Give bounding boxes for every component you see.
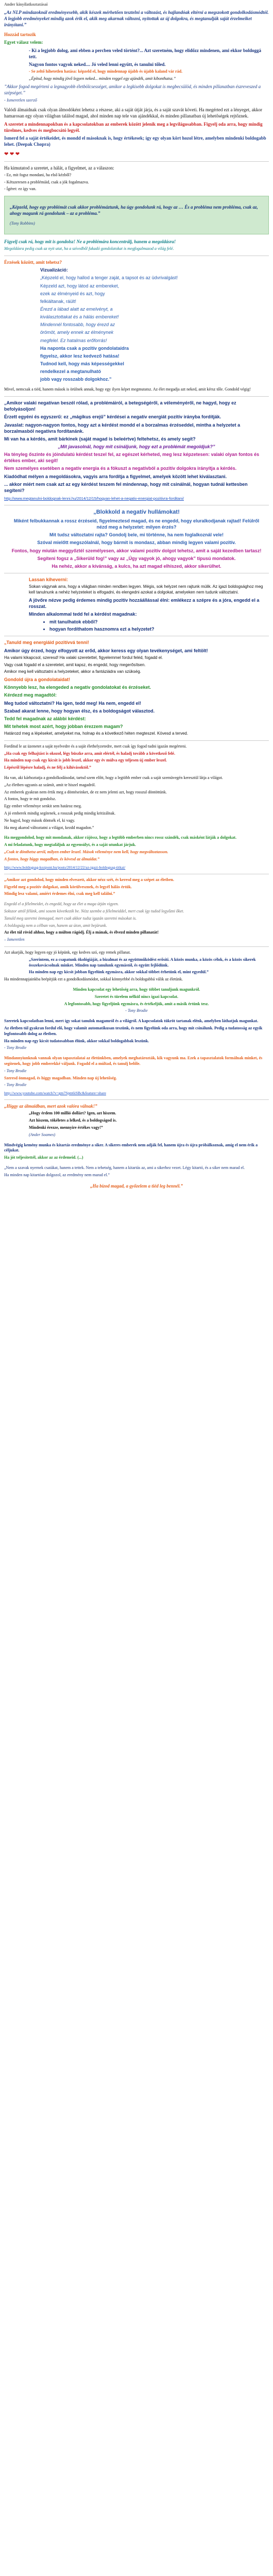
line: „Amikor valaki negatívan beszél rólad, a problémáiról, a betegségéről, a véleményéről, ne hagyd, hogy ez befolyásoljon! bbox=[4, 400, 236, 412]
paragraph: Kiadódhat mélyen a megoldásokra, vagyis arra fordítja a figyelmet, amelyek között lehet kiválasztani. bbox=[4, 473, 227, 479]
section-real-dreams bbox=[0, 107, 273, 147]
gray-line: Tanuld meg szeretni önmagad, mert csak akkor tudsz igazán szeretni másokat is. bbox=[4, 916, 137, 921]
quote: Ha minden nap kitartóan dolgozol, az eredmény nem marad el.” bbox=[4, 1172, 110, 1177]
line: Azt hiszem, tökéletes a lelked, és a boldogságod is. bbox=[29, 1118, 117, 1123]
paragraph: Fordítsd le az üzenetet a saját nyelvedre és a saját élethelyzetedre, mert csak így fogod tudni igazán megérteni. bbox=[4, 743, 187, 749]
quote-box-green bbox=[4, 196, 269, 234]
figyelj-sub: Megoldásra pedig csak az nyit utat, ha a szívedből fakadó gondolatokat is megfogalmazod a világ felé. bbox=[4, 246, 174, 251]
divider bbox=[4, 946, 269, 947]
paragraph: ... akkor miért nem csak azt az egy kérdést teszem fel mindennap, hogy mit csinálnál, hogyan tudnál kettesben segíteni? bbox=[4, 481, 248, 493]
line: Szabad akarat lenne, hogy hogyan élsz, és a boldogságot választod. bbox=[4, 708, 155, 714]
divider bbox=[4, 396, 269, 397]
paragraph: Fontos, hogy miután meggyőztél személyesen, akkor valami pozitív dolgot tehetsz, amit a saját kezedben tartasz! bbox=[11, 548, 262, 553]
gray-line: Engedd el a félelmeidet, és engedd, hogy az élet a maga útján vigyen. bbox=[4, 902, 119, 907]
signature: - Tony Brodie bbox=[4, 1045, 27, 1050]
header bbox=[0, 2, 273, 28]
paragraph: Mindannyiunknak vannak olyan tapasztalatai az életünkben, amelyek meghatározták, kik vagyunk ma. Ezek a tapasztalatok formálnak minket, és segítenek, hogy jobb emberekké váljunk. Fogadd el a múltad, és tanulj belőle. bbox=[4, 1056, 263, 1066]
paragraph: Az életben túl gyakran fordul elő, hogy valamit automatikusan teszünk, és nem figyelünk oda arra, hogy mit csinálunk. Pedig a tudatosság az egyik legfontosabb dolog az életben. bbox=[4, 1025, 263, 1036]
line: A fontos, hogy te mit gondolsz. bbox=[4, 796, 56, 802]
line: „Építsd, hogy mindig jövő legyen neked... minden reggel egy ajándék, amit kibonthatsz.” bbox=[29, 76, 176, 81]
line: Nagyon fontos vagyok neked.... Jó veled lenni együtt, és tanulni tőled. bbox=[29, 61, 166, 67]
divider bbox=[4, 161, 269, 162]
line: örömöt, amely ennek az élménynek bbox=[40, 330, 114, 335]
orange-line: „Amikor azt gondolod, hogy minden elveszett, akkor nézz szét, és keresd meg a szépet az életben. bbox=[4, 877, 174, 882]
line: Ne hagyd, hogy mások döntsék el, ki vagy. bbox=[4, 818, 75, 823]
section-block-negative-waves bbox=[0, 509, 273, 569]
section-negative-energy bbox=[0, 400, 273, 501]
section-title: Lassan kiheverni: bbox=[29, 577, 69, 582]
green-title: Gondold újra a gondolataidat! bbox=[4, 677, 70, 683]
paragraph: Ha mindennapjainkba beépítjük ezt a gondolkodásmódot, sokkal könnyebbé és boldogabbá válik az életünk. bbox=[4, 977, 183, 982]
green-line: Szeretet és türelem nélkül nincs igazi kapcsolat. bbox=[94, 994, 179, 999]
section-relationships bbox=[0, 950, 273, 1096]
paragraph: Amikor meg kell változtatni a helyzeteket, akkor a fantáziádra van szükség. bbox=[4, 669, 141, 674]
paragraph: Ha jót teljesítettél, akkor az az érdemeid. (...) bbox=[4, 1155, 83, 1160]
divider bbox=[4, 1099, 269, 1100]
line: Javaslat: nagyon-nagyon fontos, hogy azt a kérdést mondd el a borzalmas érzéseddel, mintha a helyzetet a borzalmasból negatívra fordítanánk. bbox=[4, 422, 241, 434]
paragraph: Szeresd önmagad, és higgy magadban. Minden nap új lehetőség. bbox=[4, 1075, 117, 1080]
line: „Hogy érdem 100 millió dollárt? Igen, azt hiszem. bbox=[29, 1111, 116, 1116]
signature: (Ander Soames) bbox=[29, 1132, 56, 1137]
red-line: Ha minden nap csak egy kicsit is jobb leszel, akkor egy év múlva egy teljesen új ember leszel. bbox=[4, 758, 167, 763]
gray-line: A boldogság nem a célban van, hanem az úton, amit bejárunk. bbox=[4, 923, 107, 928]
quote: „Szerintem, ez a csapatunk ökológiáját, a bizalmat és az együttműködést erősíti. A közös munka, a közös célok, és a közös sikerek összekovácsolnak minket. Minden nap tanulunk egymástól, és együtt fejlődünk. bbox=[29, 957, 256, 968]
paragraph: Határozd meg a lépéseket, amelyeket ma, holnap és a következő héten megteszel. Kövesd a terved. bbox=[4, 731, 189, 736]
section-title: „Higgy az álmaidban, mert azok valóra válnak!” bbox=[4, 1104, 97, 1109]
bold-line: Az élet túl rövid ahhoz, hogy a múlton rágódj. Élj a mának, és élvezd minden pillanatát! bbox=[4, 930, 159, 935]
box-quote: „Képzeld, hogy egy problémát csak akkor problémáztunk, ha úgy gondolunk rá, hogy az … És a probléma nem probléma, csak az, ahogy magunk rá gondolunk – az a probléma.” bbox=[10, 205, 258, 216]
vizualizacio-body bbox=[4, 267, 269, 382]
section-vizualizacio bbox=[0, 259, 273, 393]
section-fears bbox=[0, 877, 273, 943]
paragraph: Valódi álmaidnak csak olyan álmodóként lehetsz a részese, aki a saját útját járja, és a saját szavát követi. Ha megérted ezt a lényeget, akkor hamarosan egy olyan világban találod magad, ahol minden nap tele van ajándékkal, és minden pillanatban új lehetőségek rejtőznek. bbox=[4, 107, 263, 119]
signature: - Tony Brodie bbox=[125, 1008, 148, 1013]
bold-paragraph: Amikor úgy érzed, hogy elfogyott az erőd, akkor keress egy olyan tevékenységet, ami feltölt! bbox=[4, 648, 208, 653]
quote: Ha minden nap egy kicsit jobban figyelünk egymásra, akkor sokkal többet érhetünk el, mint egyedül.” bbox=[29, 970, 209, 975]
page bbox=[0, 0, 273, 1199]
author-line: Ander kinyilatkoztatásai bbox=[4, 2, 48, 7]
paragraph: „Csak te dönthetsz arról, milyen ember leszel. Mások véleménye nem kell, hogy megváltoztasson. bbox=[4, 850, 168, 855]
line: Képzeld azt, hogy látod az embereket, bbox=[40, 283, 120, 289]
intro-quote: „Az NLP mindazoknál eredményesebb, akik készek mérhetően tesztelni a változást, és hajlandóak eltérni a megszokott gondolkodásmódtól. A legjobb eredményeket mindig azok érik el, akik meg akarnak változni, nyitottak az új dolgokra, és megtanulják saját érzelmeiket irányítani.” bbox=[4, 9, 269, 28]
line: Mit tehetek most azért, hogy jobban érezzem magam? bbox=[4, 723, 123, 729]
line: A jó emberek mindig segítenek, a rosszak pedig mindig kritizálnak. bbox=[4, 811, 116, 816]
box-signature: (Tony Robbins) bbox=[10, 221, 35, 226]
paragraph: Mivel, nemcsak a tiéd, hanem mások is örülnek annak, hogy egy ilyen képet megmutatsz. Az élet megadja azt neked, amit kérsz tőle. Gondold végig! bbox=[4, 387, 251, 392]
figyelj-line: Figyelj csak rá, hogy mit is gondolsz! Ne a problémára koncentrálj, hanem a megoldásra! bbox=[4, 239, 176, 245]
paragraph: Ha nehéz, akkor a kívánság, a kulcs, ha azt magad elhiszed, akkor sikerülhet. bbox=[52, 563, 221, 569]
quote: ”Akkor fogod megérteni a legnagyobb életbölcsességet, amikor a legkisebb dolgokat is megbecsülöd, és minden pillanatban észreveszed a szépséget.” bbox=[4, 83, 261, 95]
gray-line: Sokszor attól félünk, ami sosem következik be. Nézz szembe a félelmeiddel, mert csak így tudod legyőzni őket. bbox=[4, 908, 184, 913]
section-title: Hozzád tartozik bbox=[4, 32, 36, 38]
line: Mi van ha a kérdés, amit bárkinek (saját magad is beleértve) feltehetsz, és amely segít? bbox=[4, 436, 196, 442]
red-line: „Ha csak egy felhajtást is okozol, légy büszke arra, amit elértél, és haladj tovább a következő felé. bbox=[4, 751, 175, 756]
line: rendelkezel a megtanulható bbox=[40, 369, 101, 375]
signature: – Ismeretlen bbox=[4, 937, 25, 942]
paragraph: Nem személyes esetében a negatív energia és a fókuszt a negatívból a pozitív dolgokra irányítja a kérdés. bbox=[4, 466, 237, 471]
divider bbox=[4, 740, 269, 741]
section-translate-message bbox=[0, 744, 273, 870]
line: Szóval mielőtt megszólalnál, hogy bármit is mondasz, abban mindig legyen valami pozitív. bbox=[37, 540, 236, 546]
paragraph: Szeretek kapcsolatban lenni, mert így sokat tanulok magamról és a világról. A kapcsolatok tükröt tartanak elénk, amelyben láthatjuk magunkat. bbox=[4, 1019, 259, 1024]
bullet-item: • hogyan fordíthatom hasznomra ezt a helyzetet? bbox=[49, 626, 269, 632]
paragraph: Ha tényleg őszinte és jóindulatú kérdést teszel fel, az egészet kérheted, meg lesz képzetesen: valaki olyan fontos és értékes ember, aki segít! bbox=[4, 452, 260, 464]
paragraph: Segíteni fogsz a „Sikerüld fog!” vagy az „Úgy vagyok jó, ahogy vagyok” típusú mondatok. bbox=[37, 555, 236, 561]
line: Tudnod kell, hogy más képességekkel bbox=[40, 361, 124, 366]
line: Érzett egyéni és egyszerű: ez „mágikus erejű” kérdései a negatív energiát pozitív irányba fordítják. bbox=[4, 414, 221, 420]
source-link[interactable]: http://www.boldogsag-kozpont.hu/posts/2014/12/22/az-igazi-boldogsag-titkai/ bbox=[4, 865, 126, 870]
paragraph: Ha minden nap egy kicsit tudatosabban élünk, akkor sokkal boldogabbak leszünk. bbox=[4, 1038, 149, 1043]
paragraph: Ha meggondolod, hogy mit mondanak, akkor rájössz, hogy a legtöbb emberben nincs rossz szándék, csak másként látják a dolgokat. bbox=[4, 835, 237, 840]
line: felkiáltanak, ráült! bbox=[40, 298, 77, 304]
line: Az emberek gyakran nem értik meg a döntéseinket, de ez nem jelenti azt, hogy rosszul döntöttünk. bbox=[4, 789, 167, 794]
quote-signature: - Ismeretlen szerző bbox=[4, 97, 37, 103]
paragraph: A mi feladatunk, hogy megtaláljuk az egyensúlyt, és a saját utunkat járjuk. bbox=[4, 842, 136, 848]
orange-line: Mindig lesz valami, amiért érdemes élni, csak meg kell találni.” bbox=[4, 891, 115, 896]
line: Miként felbukkannak a rossz érzéseid, figyelmeztesd magad, és ne engedd, hogy eluralkodjanak rajtad! Felülről nézd meg a helyzetet: milyen érzés? bbox=[13, 518, 260, 530]
bold-line: Minden alkalommal tedd fel a kérdést magadnak: bbox=[29, 612, 137, 617]
source-link[interactable]: http://www.youtube.com/watch?v=gm7Spm6iSBc&feature=share bbox=[4, 1091, 106, 1096]
paragraph: Vagy csak fogadd el a szeretetet, amit kapsz, és engedd, hogy megerősítsen. bbox=[4, 662, 146, 667]
line: - Se zeltő hihetetlen hatása: képzeld el, hogy mindennap újabb és újabb kaland vár rád. bbox=[29, 69, 183, 74]
orange-line: Figyeld meg a pozitív dolgokat, amik körülvesznek, és legyél hálás értük. bbox=[4, 884, 132, 889]
line: ezek az élményeid és azt, hogy bbox=[40, 291, 105, 296]
line: Ha meg akarod változtatni a világot, kezdd magadon.” bbox=[4, 825, 94, 830]
line: Mindenki érezze, mennyire értékes vagy!” bbox=[29, 1125, 103, 1130]
line: Ha van, aki kárhoztatja a gondolkodásodat, tartsd szem előtt, hogy a legtöbb ember csak a saját szemüvegén keresztül látja a világot. bbox=[4, 775, 223, 781]
line: „Képzeld el, hogy hallod a tenger zaját, a tapsot és az üdvrivalgást! bbox=[40, 275, 178, 281]
vizualizacio-heading: Vizualizáció: bbox=[40, 267, 68, 273]
list-item: - Ígéret: ez így van. bbox=[4, 187, 37, 192]
intro: Ha kimutatod a szeretet, a hálát, a figyelmet, az a válaszon: bbox=[4, 165, 114, 171]
paragraph: Azt akarják, hogy legyen egy jó képünk, egy kedves szó, egy remek pillanat. bbox=[4, 950, 131, 955]
line: „Az életben ugyanis az számít, amit te hiszel magadról. bbox=[4, 782, 96, 787]
closing-line: „Ha bízod magad, a győzelem a tiéd leg bennél.” bbox=[90, 1183, 183, 1189]
line: Mindennél fontosabb, hogy érezd az bbox=[40, 322, 115, 328]
line: jobb vagy rosszabb dolgokhoz.” bbox=[40, 377, 112, 382]
line: Ha naponta csak a pozitív gondolataidra bbox=[40, 345, 129, 351]
line: Meg tudod változtatni? Ha igen, tedd meg! Ha nem, engedd el! bbox=[4, 700, 142, 706]
line: Érezd a lábad alatt az emelvényt, a bbox=[40, 307, 113, 312]
list-item: - Ez, mit fogsz mondani, ha első kézből? bbox=[4, 172, 72, 177]
section-energy bbox=[0, 639, 273, 736]
paragraph: Ha valami kikapcsol, szeresd! Ha valaki szeretettel, figyelemmel fordul feléd, fogadd el. bbox=[4, 655, 163, 660]
bullet-list bbox=[29, 619, 269, 632]
quote: „Nem a szavak nyernek csatákat, hanem a tettek. Nem a tehetség, hanem a kitartás az, ami a sikerhez vezet. Légy kitartó, és a siker nem marad el. bbox=[4, 1165, 245, 1170]
line: Könnyebb lesz, ha elengeded a negatív gondolatokat és érzéseket. bbox=[4, 685, 151, 690]
line: figyelsz, akkor lesz kedvező hatása! bbox=[40, 353, 120, 359]
signature: - Tony Brodie bbox=[4, 1082, 27, 1088]
line: Tedd fel magadnak az alábbi kérdést: bbox=[4, 716, 86, 721]
bold-red-paragraph: A szeretet a mindennapokban és a kapcsolatokban az emberek között jelenik meg a legvilágosabban. Figyelj oda arra, hogy mindig türelmes, kedves és megbocsátó legyél. bbox=[4, 121, 263, 133]
signature: - Tony Brodie bbox=[4, 1068, 27, 1073]
section-gratitude bbox=[0, 165, 273, 193]
line: - Ki a legjobb dolog, ami ebben a percben veled történt?... Azt szeretném, hogy elidőzz mindenen, ami ekkor boldoggá tett. bbox=[29, 47, 261, 59]
paragraph: Mindvégig kemény munka és kitartás eredménye a siker. A sikeres emberek nem adják fel, hanem újra és újra próbálkoznak, amíg el nem érik a céljukat. bbox=[4, 1142, 258, 1153]
green-line: A legfontosabb, hogy figyeljünk egymásra, és értékeljük, amit a másik értünk tesz. bbox=[64, 1001, 209, 1006]
figyelj-block bbox=[0, 239, 273, 252]
section-dreams bbox=[0, 1103, 273, 1189]
key-question: „Mit javasolnál, hogy mit csináljunk, hogy ezt a problémát megoldjuk?” bbox=[58, 444, 215, 450]
paragraph: A fontos, hogy higgy magadban, és kövesd az álmaidat.” bbox=[4, 856, 100, 861]
paragraph: A jövőre nézve pedig érdemes mindig pozitív hozzáállással élni: emlékezz a szépre és a jóra, engedd el a rosszat. bbox=[29, 597, 260, 609]
source-link[interactable]: http://www.megtanulni-boldognak-lenni.hu/2014/12/15/hogyan-lehet-a-negativ-energiat-pozitivra-forditani/ bbox=[4, 496, 184, 501]
bullet-item: • mit tanulhatok ebből? bbox=[49, 619, 269, 625]
line: Kérdezd meg magadtól: bbox=[4, 692, 57, 698]
line: kiválasztottakat és a hálás embereket! bbox=[40, 314, 119, 320]
section-lassan bbox=[0, 577, 273, 632]
bold-navy-paragraph: Ismerd fel a saját értékeidet, és mondd el másoknak is, hogy értékesek; így egy olyan kört hozol létre, amelyben mindenki boldogabb lehet. (Deepak Chopra) bbox=[4, 135, 266, 147]
line: Egy ember véleménye senkit sem határoz meg. bbox=[4, 804, 82, 809]
line: Mit tudsz változtatni rajta? Gondolj bele, mi történne, ha nem foglalkoznál vele! bbox=[49, 532, 224, 538]
hearts-icon: ❤ ❤ ❤ bbox=[4, 151, 20, 158]
list-item: - Kétszeresen a problémáid, csak a jók fogalmazva. bbox=[4, 179, 89, 184]
paragraph: Sokan vágynak arra, hogy a világban minden rendben legyen. Mégis, sok helyzet nem rajtunk múlik. Az igazi boldogsághoz meg kell tanulnunk a nehéz helyzeteket is elfogadni, és elengedni azokat a dolgokat, amelyeken nem tudunk változtatni. bbox=[29, 584, 263, 595]
line: „Blokkold a negatív hullámokat! bbox=[93, 509, 180, 516]
section-title: „Tanuld meg energiáid pozitívvá tenni! bbox=[4, 640, 89, 646]
section-title: Érzések között, amit tehetsz? bbox=[4, 260, 62, 265]
green-line: Minden kapcsolat egy lehetőség arra, hogy többet tanuljunk magunkról. bbox=[73, 987, 200, 992]
red-line: Lépésről lépésre haladj, és ne félj a kihívásoktól.” bbox=[4, 765, 91, 770]
section-subtitle: Egyet válasz velem: bbox=[4, 40, 43, 45]
line: megfelel. Ez hatalmas erőforrás! bbox=[40, 337, 107, 343]
section-hozzad-tartozik bbox=[0, 31, 273, 103]
